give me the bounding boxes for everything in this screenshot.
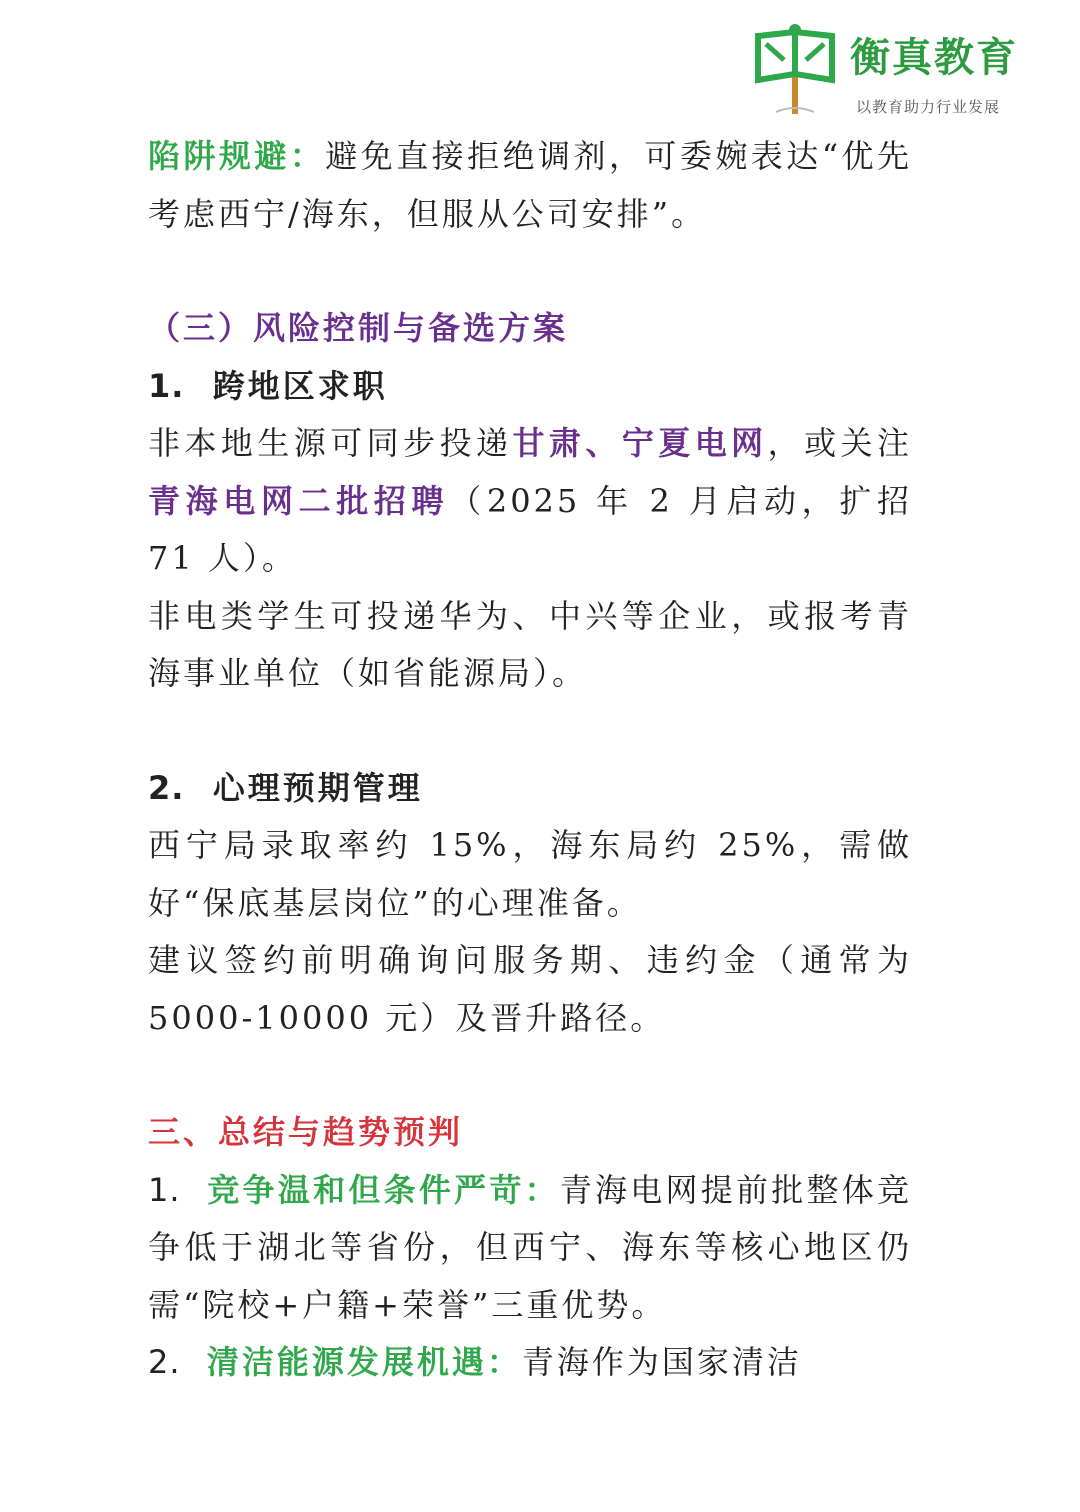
summary-item-1: 1. 竞争温和但条件严苛：青海电网提前批整体竞争低于湖北等省份，但西宁、海东等核心地区仍需“院校+户籍+荣誉”三重优势。 bbox=[148, 1170, 912, 1324]
item1-heading: 1. 跨地区求职 bbox=[148, 366, 388, 405]
highlight-qinghai-second-batch: 青海电网二批招聘 bbox=[148, 481, 450, 520]
trap-paragraph bbox=[148, 128, 912, 243]
brand-slogan: 以教育助力行业发展 bbox=[856, 98, 1001, 116]
trap-label: 陷阱规避： bbox=[148, 137, 326, 175]
article-body bbox=[148, 128, 912, 1392]
summary-item-2: 2. 清洁能源发展机遇：青海作为国家清洁 bbox=[148, 1343, 802, 1381]
summary-item-1-label: 竞争温和但条件严苛： bbox=[207, 1170, 560, 1209]
summary-item-2-label: 清洁能源发展机遇： bbox=[206, 1343, 522, 1381]
trap-text: 避免直接拒绝调剂，可委婉表达“优先考虑西宁/海东，但服从公司安排”。 bbox=[148, 137, 912, 233]
item2-heading: 2. 心理预期管理 bbox=[148, 768, 423, 807]
book-tree-icon bbox=[752, 22, 838, 118]
summary-title: 三、总结与趋势预判 bbox=[148, 1113, 464, 1151]
item1-paragraph-2: 非电类学生可投递华为、中兴等企业，或报考青海事业单位（如省能源局）。 bbox=[148, 596, 912, 692]
brand-name: 衡真教育 bbox=[850, 34, 1018, 81]
item2-paragraph-2: 建议签约前明确询问服务期、违约金（通常为 5000-10000 元）及晋升路径。 bbox=[148, 941, 912, 1037]
item2-paragraph-1: 西宁局录取率约 15%，海东局约 25%，需做好“保底基层岗位”的心理准备。 bbox=[148, 826, 912, 922]
brand-logo bbox=[752, 22, 1052, 118]
highlight-gansu-ningxia: 甘肃、宁夏电网 bbox=[512, 424, 768, 462]
item1-paragraph-1: 非本地生源可同步投递甘肃、宁夏电网，或关注青海电网二批招聘（2025 年 2 月启动，扩招 71 人）。 bbox=[148, 424, 912, 577]
section3-title: （三）风险控制与备选方案 bbox=[148, 309, 569, 347]
